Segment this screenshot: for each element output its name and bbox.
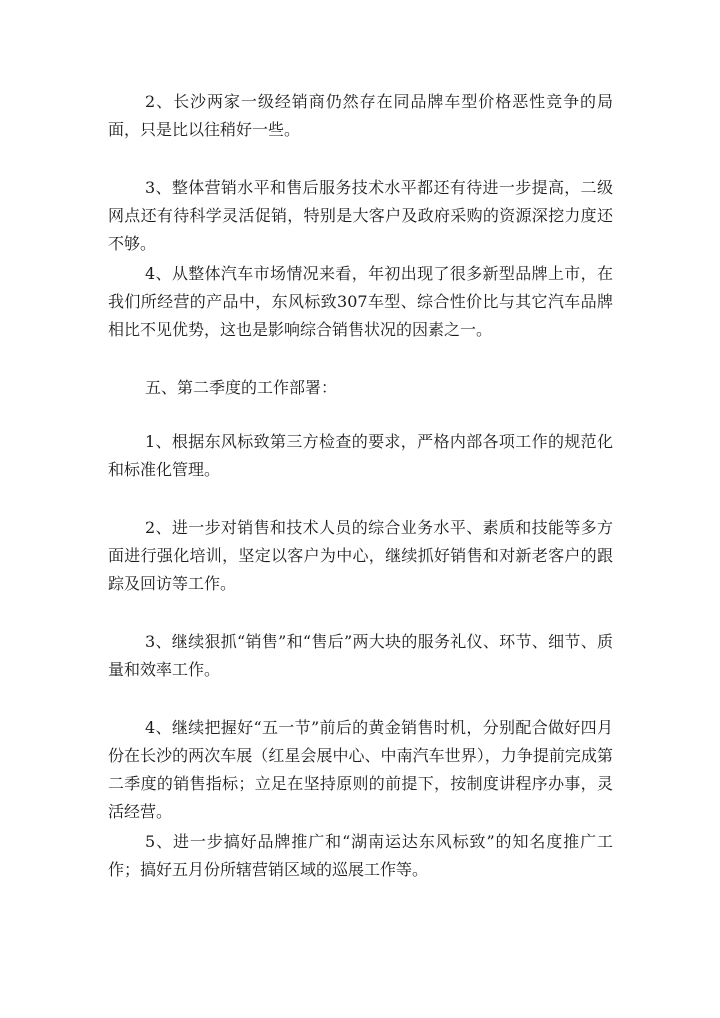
- paragraph-issue-2: 2、长沙两家一级经销商仍然存在同品牌车型价格恶性竞争的局面，只是比以往稍好一些。: [108, 92, 613, 139]
- paragraph-plan-5: 5、进一步搞好品牌推广和“湖南运达东风标致”的知名度推广工作；搞好五月份所辖营销区域的巡展工作等。: [108, 832, 613, 879]
- paragraph-plan-2: 2、进一步对销售和技术人员的综合业务水平、素质和技能等多方面进行强化培训，坚定以客户为中心，继续抓好销售和对新老客户的跟踪及回访等工作。: [108, 518, 613, 593]
- paragraph-plan-4: 4、继续把握好“五一节”前后的黄金销售时机，分别配合做好四月份在长沙的两次车展（红星会展中心、中南汽车世界），力争提前完成第二季度的销售指标；立足在坚持原则的前提下，按制度讲程序办事，灵活经营。: [108, 718, 613, 821]
- section-heading-q2-plan: 五、第二季度的工作部署：: [145, 378, 338, 397]
- paragraph-plan-1: 1、根据东风标致第三方检查的要求，严格内部各项工作的规范化和标准化管理。: [108, 432, 613, 479]
- paragraph-plan-3: 3、继续狠抓“销售”和“售后”两大块的服务礼仪、环节、细节、质量和效率工作。: [108, 632, 613, 679]
- paragraph-issue-4: 4、从整体汽车市场情况来看，年初出现了很多新型品牌上市，在我们所经营的产品中，东风标致307车型、综合性价比与其它汽车品牌相比不见优势，这也是影响综合销售状况的因素之一。: [108, 264, 613, 339]
- paragraph-issue-3: 3、整体营销水平和售后服务技术水平都还有待进一步提高，二级网点还有待科学灵活促销，特别是大客户及政府采购的资源深挖力度还不够。: [108, 178, 613, 253]
